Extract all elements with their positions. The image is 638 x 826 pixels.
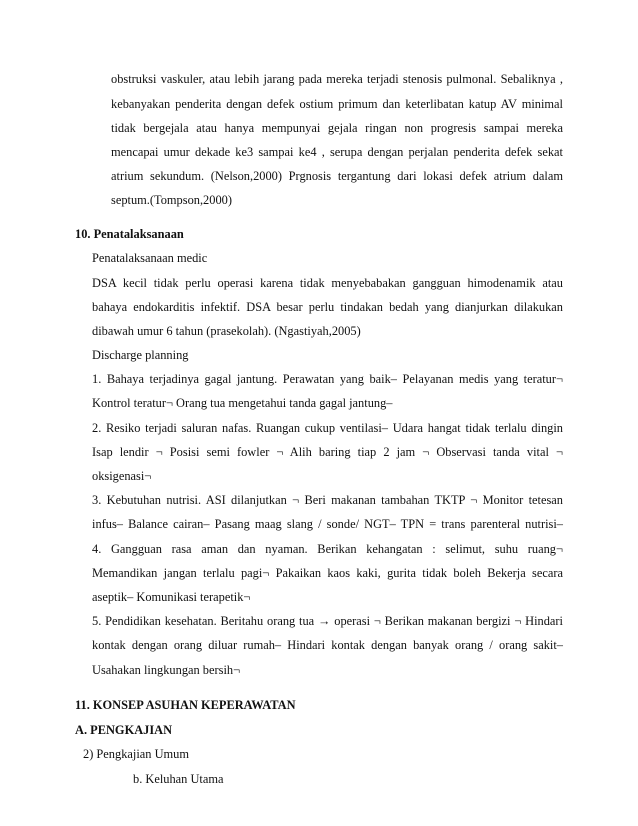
- list-item-line: infus– Balance cairan– Pasang maag slang / sonde/ NGT– TPN = trans parenteral nutrisi–: [92, 517, 563, 531]
- subsection-heading: 2) Pengkajian Umum: [83, 747, 189, 761]
- section-heading-a: A. PENGKAJIAN: [75, 723, 173, 737]
- list-item-line: 1. Bahaya terjadinya gagal jantung. Perawatan yang baik– Pelayanan medis yang teratur¬: [92, 372, 563, 386]
- list-item-line: 3. Kebutuhan nutrisi. ASI dilanjutkan ¬ Beri makanan tambahan TKTP ¬ Monitor tetesan: [92, 493, 563, 507]
- list-item-line: oksigenasi¬: [92, 469, 152, 483]
- list-item-line: 4. Gangguan rasa aman dan nyaman. Berikan kehangatan : selimut, suhu ruang¬: [92, 542, 563, 556]
- paragraph-line: tidak bergejala atau hanya mempunyai gejala ringan non progresis sampai mereka: [111, 121, 563, 135]
- section-heading-11: 11. KONSEP ASUHAN KEPERAWATAN: [75, 698, 296, 712]
- list-item-line: 2. Resiko terjadi saluran nafas. Ruangan cukup ventilasi– Udara hangat tidak terlalu dingin: [92, 421, 563, 435]
- list-item-line: Usahakan lingkungan bersih¬: [92, 663, 241, 677]
- paragraph-line: atrium sekundum. (Nelson,2000) Prgnosis tergantung dari lokasi defek atrium dalam: [111, 169, 563, 183]
- list-item-line: kontak dengan orang diluar rumah– Hindari kontak dengan banyak orang / orang sakit–: [92, 638, 563, 652]
- list-item-line: 5. Pendidikan kesehatan. Beritahu orang tua → operasi ¬ Berikan makanan bergizi ¬ Hindari: [92, 614, 563, 628]
- subsection-heading: b. Keluhan Utama: [133, 772, 224, 786]
- subheading: Discharge planning: [92, 348, 189, 362]
- paragraph-line: DSA kecil tidak perlu operasi karena tidak menyebabakan gangguan himodenamik atau: [92, 276, 563, 290]
- list-item-line: Kontrol teratur¬ Orang tua mengetahui tanda gagal jantung–: [92, 396, 393, 410]
- paragraph-line: mencapai umur dekade ke3 sampai ke4 , serupa dengan perjalan penderita defek sekat: [111, 145, 563, 159]
- list-item-line: Memandikan jangan terlalu pagi¬ Pakaikan kaos kaki, gurita tidak boleh Bekerja secara: [92, 566, 563, 580]
- paragraph-line: obstruksi vaskuler, atau lebih jarang pada mereka terjadi stenosis pulmonal. Sebaliknya ,: [111, 72, 563, 86]
- subheading: Penatalaksanaan medic: [92, 251, 208, 265]
- paragraph-line: bahaya endokarditis infektif. DSA besar perlu tindakan bedah yang dianjurkan dilakukan: [92, 300, 563, 314]
- paragraph-line: kebanyakan penderita dengan defek ostium primum dan keterlibatan katup AV minimal: [111, 97, 563, 111]
- paragraph-line: dibawah umur 6 tahun (prasekolah). (Ngastiyah,2005): [92, 324, 361, 338]
- section-heading-10: 10. Penatalaksanaan: [75, 227, 184, 241]
- paragraph-line: septum.(Tompson,2000): [111, 193, 232, 207]
- list-item-line: Isap lendir ¬ Posisi semi fowler ¬ Alih baring tiap 2 jam ¬ Observasi tanda vital ¬: [92, 445, 563, 459]
- list-item-line: aseptik– Komunikasi terapetik¬: [92, 590, 251, 604]
